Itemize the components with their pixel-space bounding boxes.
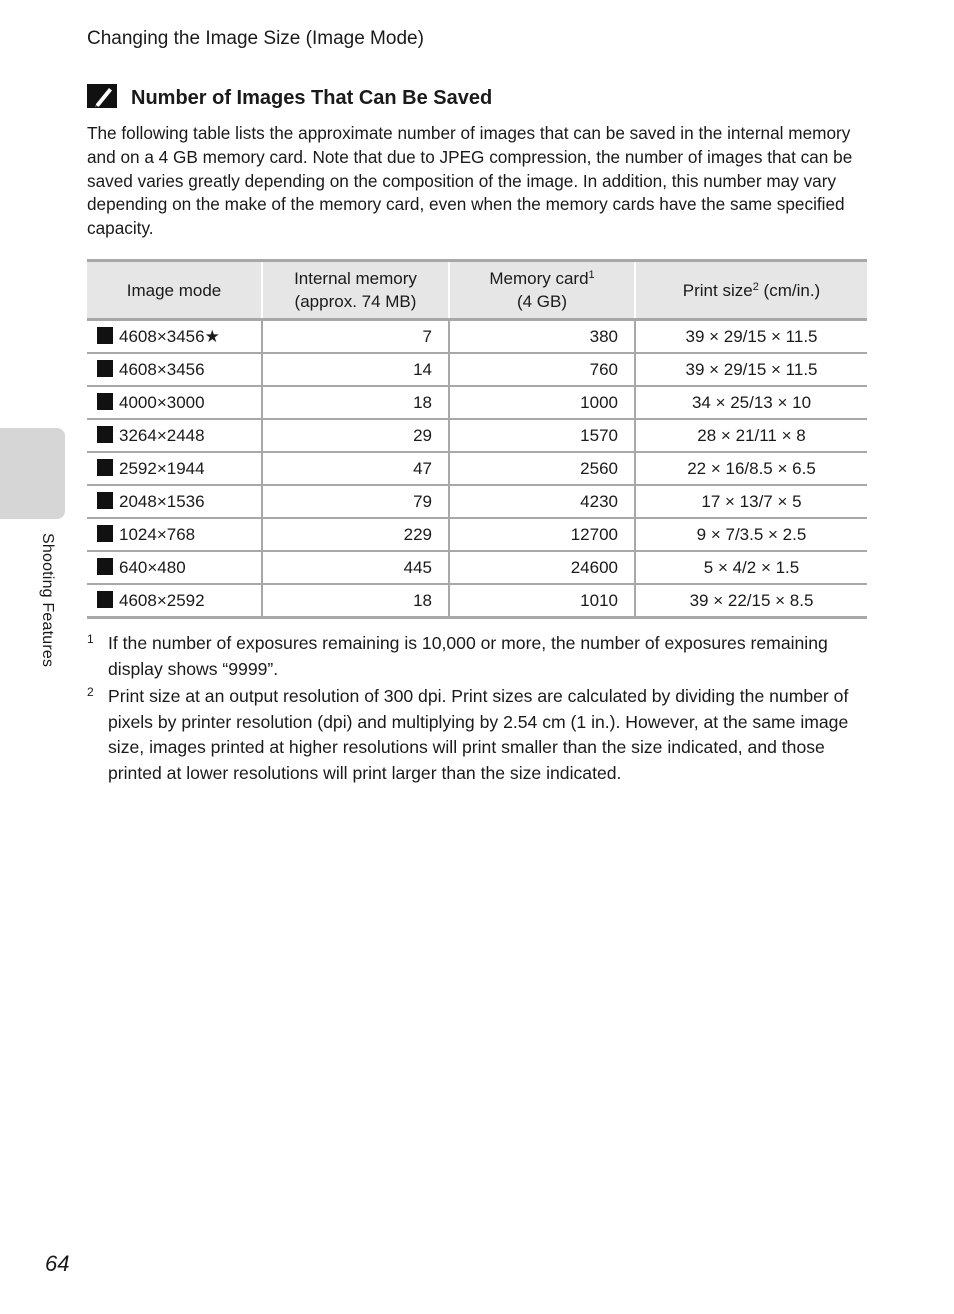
cell-image-mode [87, 518, 262, 551]
footnote-1: 1 If the number of exposures remaining is 10,000 or more, the number of exposures remaining display shows “9999”. [87, 632, 828, 679]
image-size-label: 4608×2592 [119, 590, 205, 610]
image-mode-16-9-12m-icon [97, 591, 113, 608]
image-size-label: 2048×1536 [119, 491, 205, 511]
image-mode-5m-icon [97, 459, 113, 476]
image-size-label: 3264×2448 [119, 425, 205, 445]
image-size-label: 2592×1944 [119, 458, 205, 478]
cell-print-size: 34 × 25/13 × 10 [635, 386, 867, 419]
cell-memory-card: 1000 [449, 386, 635, 419]
table-row [87, 551, 867, 584]
image-mode-pc-icon [97, 525, 113, 542]
table-header-row [87, 261, 867, 320]
col-header-image-mode: Image mode [87, 261, 262, 320]
cell-image-mode [87, 320, 262, 354]
table-row [87, 353, 867, 386]
footnote-2: 2 Print size at an output resolution of 300 dpi. Print sizes are calculated by dividing the number of pixels by printer resolution (dpi) and multiplying by 2.54 cm (1 in.). However, at the same image size, images printed at higher resolutions will print smaller than the size indicated, and those printed at lower resolutions will print larger than the size indicated. [87, 685, 849, 783]
side-tab-label: Shooting Features [39, 533, 56, 668]
running-header: Changing the Image Size (Image Mode) [87, 28, 424, 49]
image-mode-16m-icon [97, 360, 113, 377]
cell-print-size: 28 × 21/11 × 8 [635, 419, 867, 452]
cell-memory-card: 1570 [449, 419, 635, 452]
cell-image-mode [87, 551, 262, 584]
image-mode-16m-star-icon [97, 327, 113, 344]
table-row [87, 452, 867, 485]
table-row [87, 518, 867, 551]
cell-memory-card: 380 [449, 320, 635, 354]
col-header-memory-card: Memory card$^1$ (4 GB) [449, 261, 635, 320]
cell-print-size: 17 × 13/7 × 5 [635, 485, 867, 518]
page-number: 64 [45, 1251, 70, 1276]
footnotes [87, 631, 877, 789]
image-count-table [87, 259, 867, 619]
image-size-label: 4000×3000 [119, 392, 205, 412]
image-mode-3m-icon [97, 492, 113, 509]
table-row [87, 419, 867, 452]
note-pencil-icon [87, 84, 117, 108]
image-mode-12m-icon [97, 393, 113, 410]
cell-memory-card: 1010 [449, 584, 635, 618]
image-mode-8m-icon [97, 426, 113, 443]
section-title: Number of Images That Can Be Saved [131, 87, 493, 109]
image-mode-vga-icon [97, 558, 113, 575]
table-row [87, 584, 867, 618]
cell-internal-memory: 29 [262, 419, 449, 452]
cell-image-mode [87, 419, 262, 452]
cell-internal-memory: 18 [262, 584, 449, 618]
image-size-label: 1024×768 [119, 524, 196, 544]
side-tab [0, 428, 65, 519]
cell-image-mode [87, 485, 262, 518]
cell-internal-memory: 445 [262, 551, 449, 584]
cell-internal-memory: 14 [262, 353, 449, 386]
cell-image-mode [87, 452, 262, 485]
cell-internal-memory: 47 [262, 452, 449, 485]
col-header-internal-memory: Internal memory (approx. 74 MB) [262, 261, 449, 320]
cell-memory-card: 2560 [449, 452, 635, 485]
table-row [87, 320, 867, 354]
cell-memory-card: 12700 [449, 518, 635, 551]
cell-image-mode [87, 353, 262, 386]
cell-print-size: 5 × 4/2 × 1.5 [635, 551, 867, 584]
cell-image-mode [87, 386, 262, 419]
cell-print-size: 39 × 22/15 × 8.5 [635, 584, 867, 618]
intro-paragraph: The following table lists the approximate number of images that can be saved in the internal memory and on a 4 GB memory card. Note that due to JPEG compression, the number of images that can be saved varies greatly depending on the composition of the image. In addition, this number may vary depending on the make of the memory card, even when the memory cards have the same specified capacity. [87, 123, 853, 239]
table-row [87, 485, 867, 518]
cell-print-size: 22 × 16/8.5 × 6.5 [635, 452, 867, 485]
cell-internal-memory: 18 [262, 386, 449, 419]
cell-print-size: 39 × 29/15 × 11.5 [635, 320, 867, 354]
cell-memory-card: 760 [449, 353, 635, 386]
col-header-print-size: Print size$^2$ (cm/in.) [635, 261, 867, 320]
cell-print-size: 39 × 29/15 × 11.5 [635, 353, 867, 386]
image-size-label: 4608×3456 [119, 359, 205, 379]
image-size-label: 4608×3456★ [119, 326, 220, 346]
cell-image-mode [87, 584, 262, 618]
cell-memory-card: 4230 [449, 485, 635, 518]
cell-memory-card: 24600 [449, 551, 635, 584]
table-row [87, 386, 867, 419]
cell-internal-memory: 229 [262, 518, 449, 551]
image-size-label: 640×480 [119, 557, 186, 577]
cell-internal-memory: 7 [262, 320, 449, 354]
cell-internal-memory: 79 [262, 485, 449, 518]
cell-print-size: 9 × 7/3.5 × 2.5 [635, 518, 867, 551]
